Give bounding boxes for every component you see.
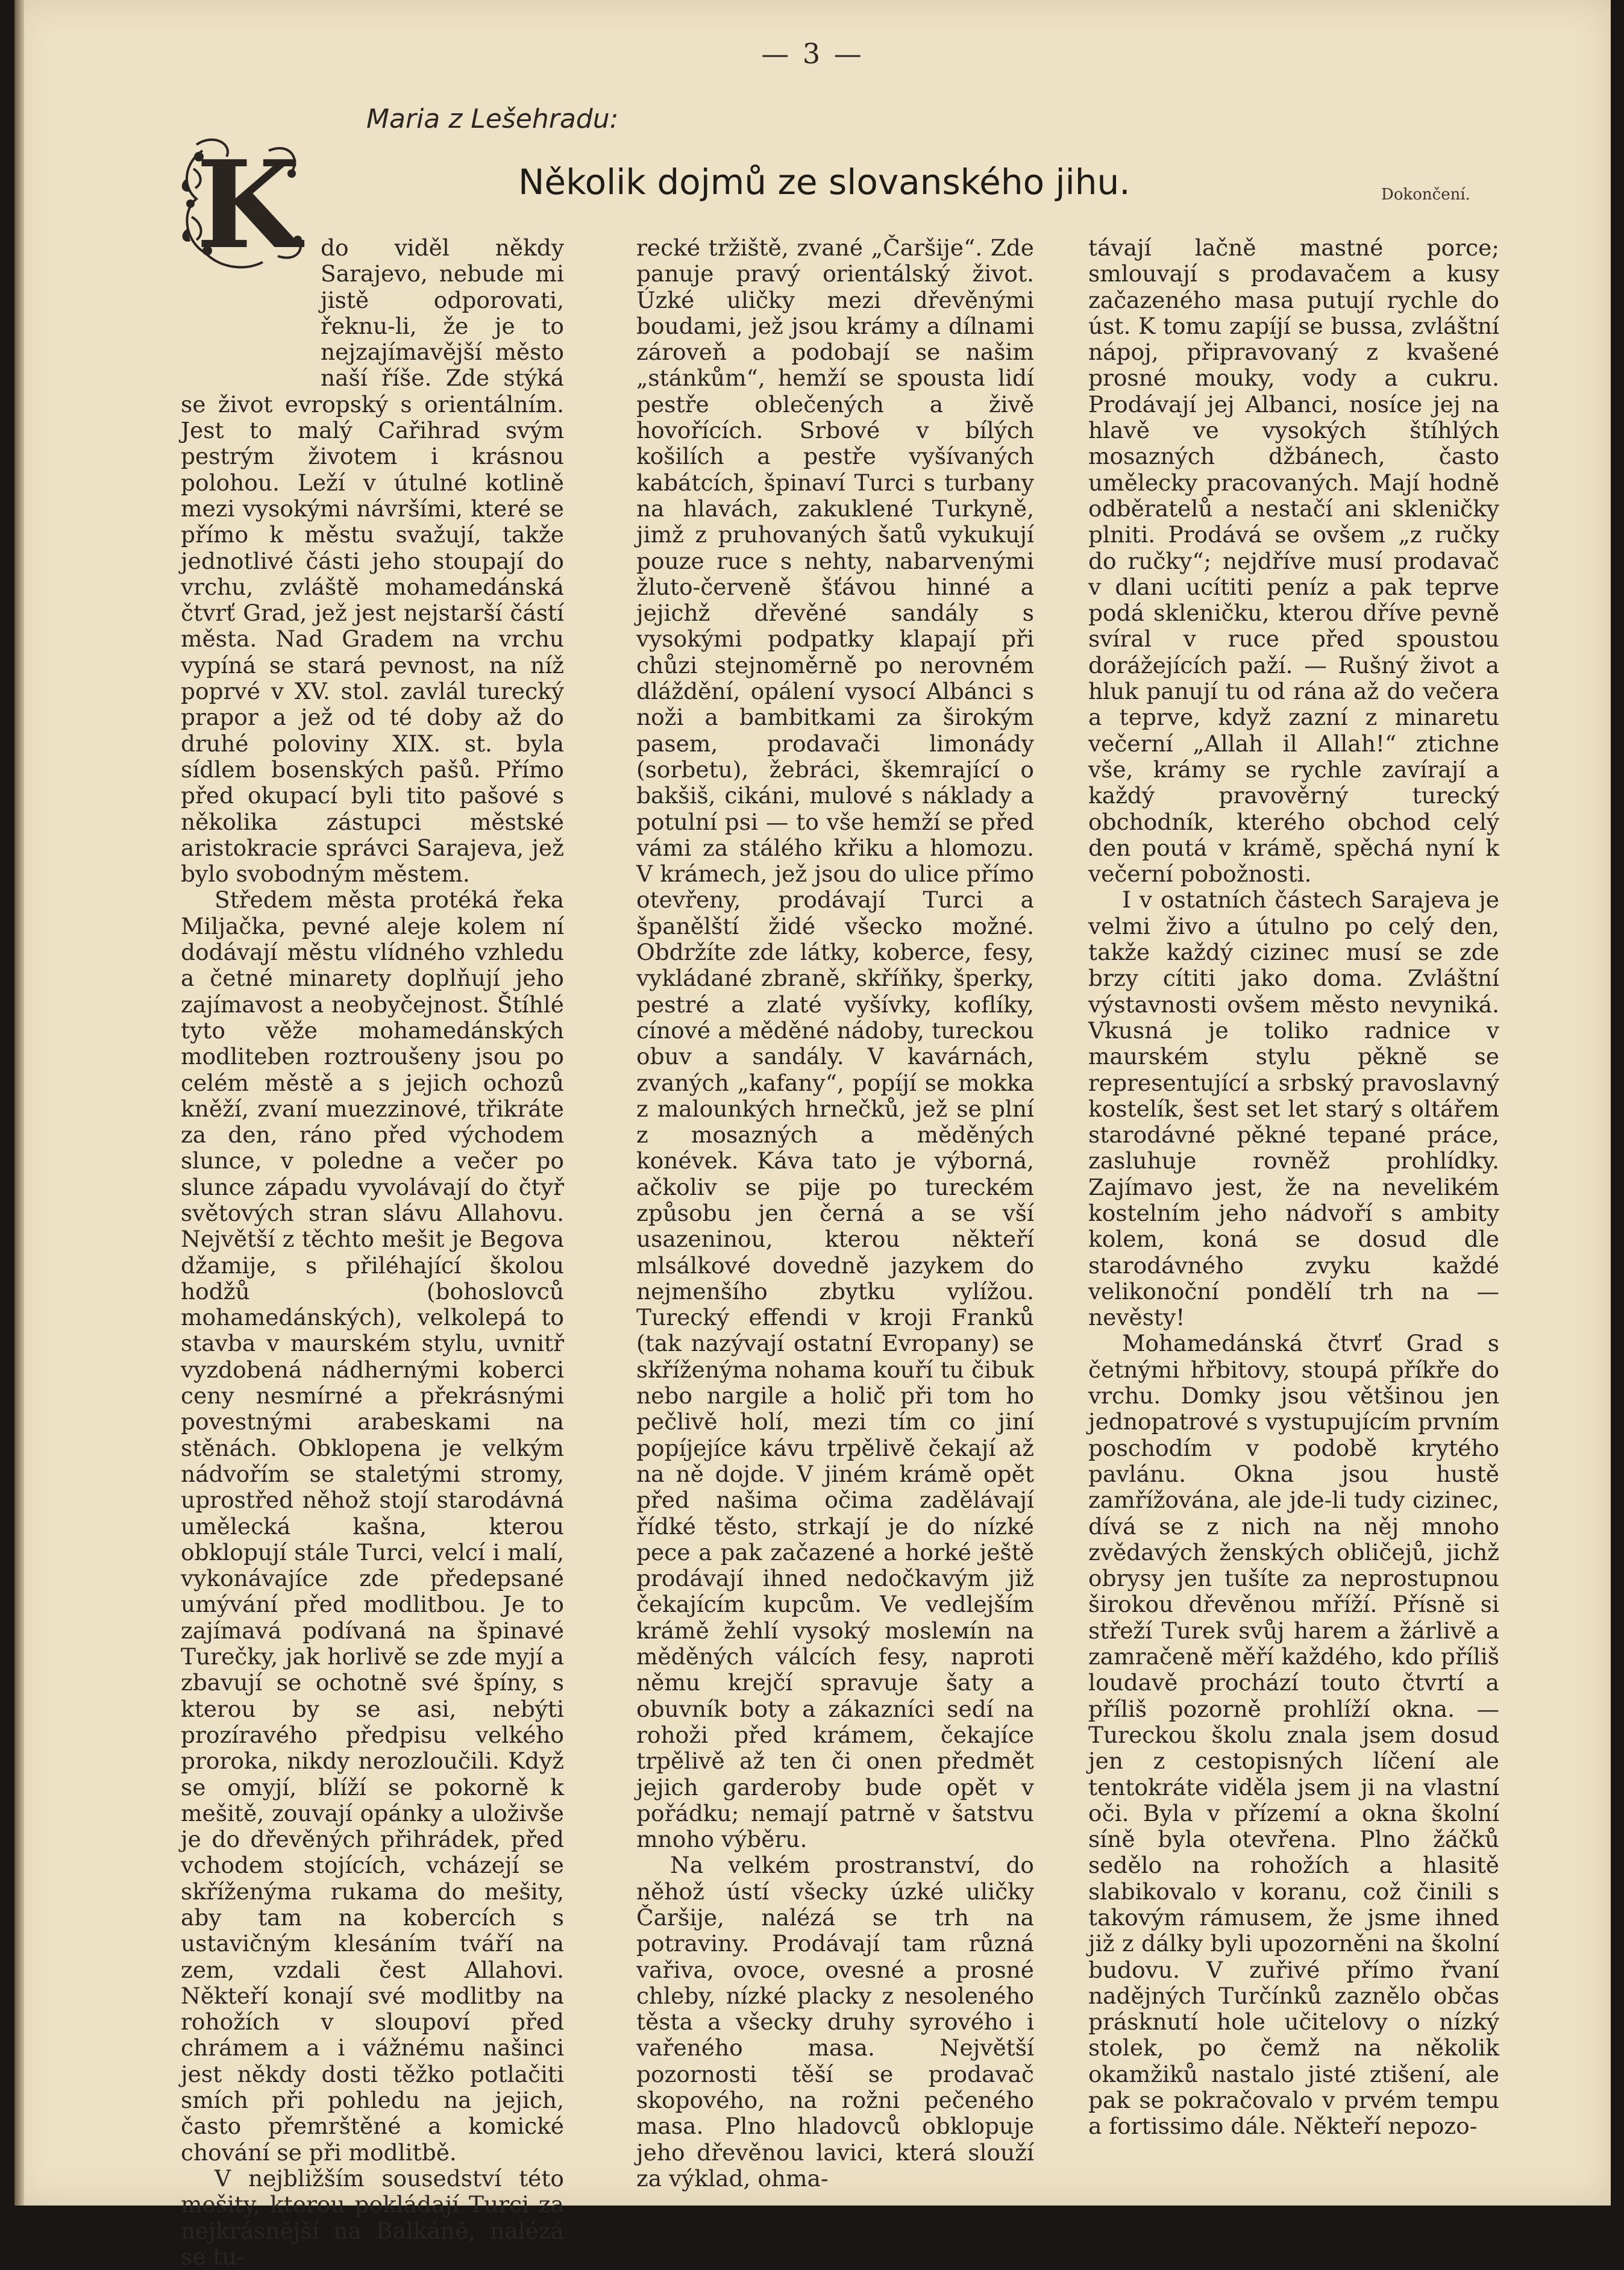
paragraph: do viděl někdy Sarajevo, nebude mi jistě odporovati, řeknu-li, že je to nejzajímavější město naší říše. Zde stýká se život evropský s orientálním. Jest to malý Cařihrad svým pestrým životem i krásnou polohou. Leží v útulné kotlině mezi vysokými návršími, které se přímo k městu svažují, takže jednotlivé části jeho stoupají do vrchu, zvláště mohamedánská čtvrť Grad, jež jest nejstarší částí města. Nad Gradem na vrchu vypíná se stará pevnost, na níž poprvé v XV. stol. zavlál turecký prapor a jež od té doby až do druhé poloviny XIX. st. byla sídlem bosenských pašů. Přímo před okupací byli tito pašové s několika zástupci městské aristokracie správci Sarajeva, jež bylo svobodným městem. — [181, 234, 564, 888]
newspaper-page — [14, 0, 1611, 2270]
text-column-3 — [1088, 235, 1499, 2140]
article-author: Maria z Lešehradu: — [366, 104, 619, 134]
continued-note: Dokončení. — [1381, 186, 1470, 204]
article-title: Několik dojmů ze slovanského jihu. — [518, 161, 1130, 202]
paragraph: távají lačně mastné porce; smlouvají s prodavačem a kusy začazeného masa putují rychle do úst. K tomu zapíjí se bussa, zvláštní nápoj, připravovaný z kvašené prosné mouky, vody a cukru. Prodávají jej Albanci, nosíce jej na hlavě ve vysokých štíhlých mosazných džbánech, často umělecky pracovaných. Mají hodně odběratelů a nestačí ani skleničky plniti. Prodává se ovšem „z ručky do ručky“; nejdříve musí prodavač v dlani ucítiti peníz a pak teprve podá skleničku, kterou dříve pevně svíral v ruce před spoustou dorážejících paží. — Rušný život a hluk panují tu od rána až do večera a teprve, když zazní z minaretu večerní „Allah il Allah!“ ztichne vše, krámy se rychle zavírají a každý pravověrný turecký obchodník, kterého obchod celý den poutá v krámě, spěchá nyní k večerní pobožnosti. — [1088, 234, 1499, 888]
text-column-2 — [636, 235, 1034, 2192]
paragraph: recké tržiště, zvané „Čaršije“. Zde panuje pravý orientálský život. Úzké uličky mezi dřevěnými boudami, jež jsou krámy a dílnami zároveň a podobají se našim „stánkům“, hemží se spousta lidí pestře oblečených a živě hovořících. Srbové v bílých košilích a pestře vyšívaných kabátcích, špinaví Turci s turbany na hlavách, zakuklené Turkyně, jimž z pruhovaných šatů vykukují pouze ruce s nehty, nabarvenými žluto-červeně šťávou hinné a jejichž dřevěné sandály s vysokými podpatky klapají při chůzi stejnoměrně po nerovném dláždění, opálení vysocí Albánci s noži a bambitkami za širokým pasem, prodavači limonády (sorbetu), žebráci, škemrající o bakšiš, cikáni, mulové s náklady a potulní psi — to vše hemží se před vámi za stálého křiku a hlomozu. V krámech, jež jsou do ulice přímo otevřeny, prodávají Turci a španělští židé všecko možné. Obdržíte zde látky, koberce, fesy, vykládané zbraně, skříňky, šperky, pestré a zlaté vyšívky, koflíky, cínové a měděné nádoby, tureckou obuv a sandály. V kavárnách, zvaných „kafany“, popíjí se mokka z malounkých hrnečků, jež se plní z mosazných a měděných konévek. Káva tato je výborná, ačkoliv se pije po tureckém způsobu jen černá a se vší usazeninou, kterou někteří mlsálkové dovedně jazykem do nejmenšího zbytku vylížou. Turecký effendi v kroji Franků (tak nazývají ostatní Evropany) se skříženýma nohama kouří tu čibuk nebo nargile a holič při tom ho pečlivě holí, mezi tím co jiní popíjejíce kávu trpělivě čekají až na ně dojde. V jiném krámě opět před našima očima zadělávají řídké těsto, strkají je do nízké pece a pak začazené a horké ještě prodávají ihned nedočkavým již čekajícím kupcům. Ve vedlejším krámě žehlí vysoký mosleмín na měděných válcích fesy, naproti němu krejčí spravuje šaty a obuvník boty a zákazníci sedí na rohoži před krámem, čekajíce trpělivě až ten či onen předmět jejich garderoby bude opět v pořádku; nemají patrně v šatstvu mnoho výběru. — [636, 234, 1034, 1853]
page-binding-edge — [14, 0, 24, 2206]
paragraph: I v ostatních částech Sarajeva je velmi živo a útulno po celý den, takže každý cizinec musí se zde brzy cítiti jako doma. Zvláštní výstavnosti ovšem město nevyniká. Vkusná je toliko radnice v maurském stylu pěkně se representující a srbský pravoslavný kostelík, šest set let starý s oltářem starodávné pěkné tepané práce, zasluhuje rovněž prohlídky. Zajímavo jest, že na nevelikém kostelním jeho nádvoří s ambity kolem, koná se dosud dle starodávného zvyku každé velikonoční pondělí trh na — nevěsty! — [1088, 886, 1499, 1331]
paragraph: Na velkém prostranství, do něhož ústí všecky úzké uličky Čaršije, nalézá se trh na potraviny. Prodávají tam různá vařiva, ovoce, ovesné a prosné chleby, nízké placky z nesoleného těsta a všecky druhy syrového i vařeného masa. Největší pozornosti těší se prodavač skopového, na rožni pečeného masa. Plno hladovců obklopuje jeho dřevěnou lavici, která slouží za výklad, ohma- — [636, 1852, 1034, 2192]
dropcap-letter: K — [196, 134, 301, 276]
page-number: — 3 — — [761, 37, 864, 70]
paragraph: V nejbližším sousedství této mešity, kterou pokládají Turci za nejkrásnější na Balkáně, nalézá se tu- — [181, 2165, 564, 2270]
text-column-1 — [181, 235, 564, 2270]
paragraph: Středem města protéká řeka Miljačka, pevné aleje kolem ní dodávají městu vlídného vzhledu a četné minarety doplňují jeho zajímavost a neobyčejnost. Štíhlé tyto věže mohamedánských modliteben roztroušeny jsou po celém městě a s jejich ochozů kněží, zvaní muezzinové, třikráte za den, ráno před východem slunce, v poledne a večer po slunce západu vyvolávají do čtyř světových stran slávu Allahovu. Největší z těchto mešit je Begova džamije, s přiléhající školou hodžů (bohoslovců mohamedánských), velkolepá to stavba v maurském stylu, uvnitř vyzdobená nádhernými koberci ceny nesmírné a překrásnými povestnými arabeskami na stěnách. Obklopena je velkým nádvořím se staletými stromy, uprostřed něhož stojí starodávná umělecká kašna, kterou obklopují stále Turci, velcí i malí, vykonávajíce zde předepsané umývání před modlitbou. Je to zajímavá podívaná na špinavé Turečky, jak horlivě se zde myjí a zbavují se ochotně své špíny, s kterou by se asi, nebýti prozíravého předpisu velkého proroka, nikdy nerozloučili. Když se omyjí, blíží se pokorně k mešitě, zouvají opánky a uloživše je do dřevěných přihrádek, před vchodem stojících, vcházejí se skříženýma rukama do mešity, aby tam na kobercích s ustavičným klesáním tváří na zem, vzdali čest Allahovi. Někteří konají své modlitby na rohožích v sloupoví před chrámem a i vážnému našinci jest někdy dosti těžko potlačiti smích při pohledu na jejich, často přemrštěné a komické chování se při modlitbě. — [181, 886, 564, 2166]
paragraph: Mohamedánská čtvrť Grad s četnými hřbitovy, stoupá příkře do vrchu. Domky jsou většinou jen jednopatrové s vystupujícím prvním poschodím v podobě krytého pavlánu. Okna jsou hustě zamřížována, ale jde-li tudy cizinec, dívá se z nich na něj mnoho zvědavých ženských obličejů, jichž obrysy jen tušíte za neprostupnou širokou dřevěnou mříží. Přísně si střeží Turek svůj harem a žárlivě a zamračeně měří každého, kdo příliš loudavě prochází touto čtvrtí a příliš pozorně prohlíží okna. — Tureckou školu znala jsem dosud jen z cestopisných líčení ale tentokráte viděla jsem ji na vlastní oči. Byla v přízemí a okna školní síně byla otevřena. Plno žáčků sedělo na rohožích a hlasitě slabikovalo v koranu, což činili s takovým rámusem, že jsme ihned již z dálky byli upozorněni na školní budovu. V zuřivé přímo řvaní nadějných Turčínků zaznělo občas prásknutí hole učitelovy o nízký stolek, po čemž na několik okamžiků nastalo jisté ztišení, ale pak se pokračovalo v prvém tempu a fortissimo dále. Někteří nepozo- — [1088, 1330, 1499, 2140]
